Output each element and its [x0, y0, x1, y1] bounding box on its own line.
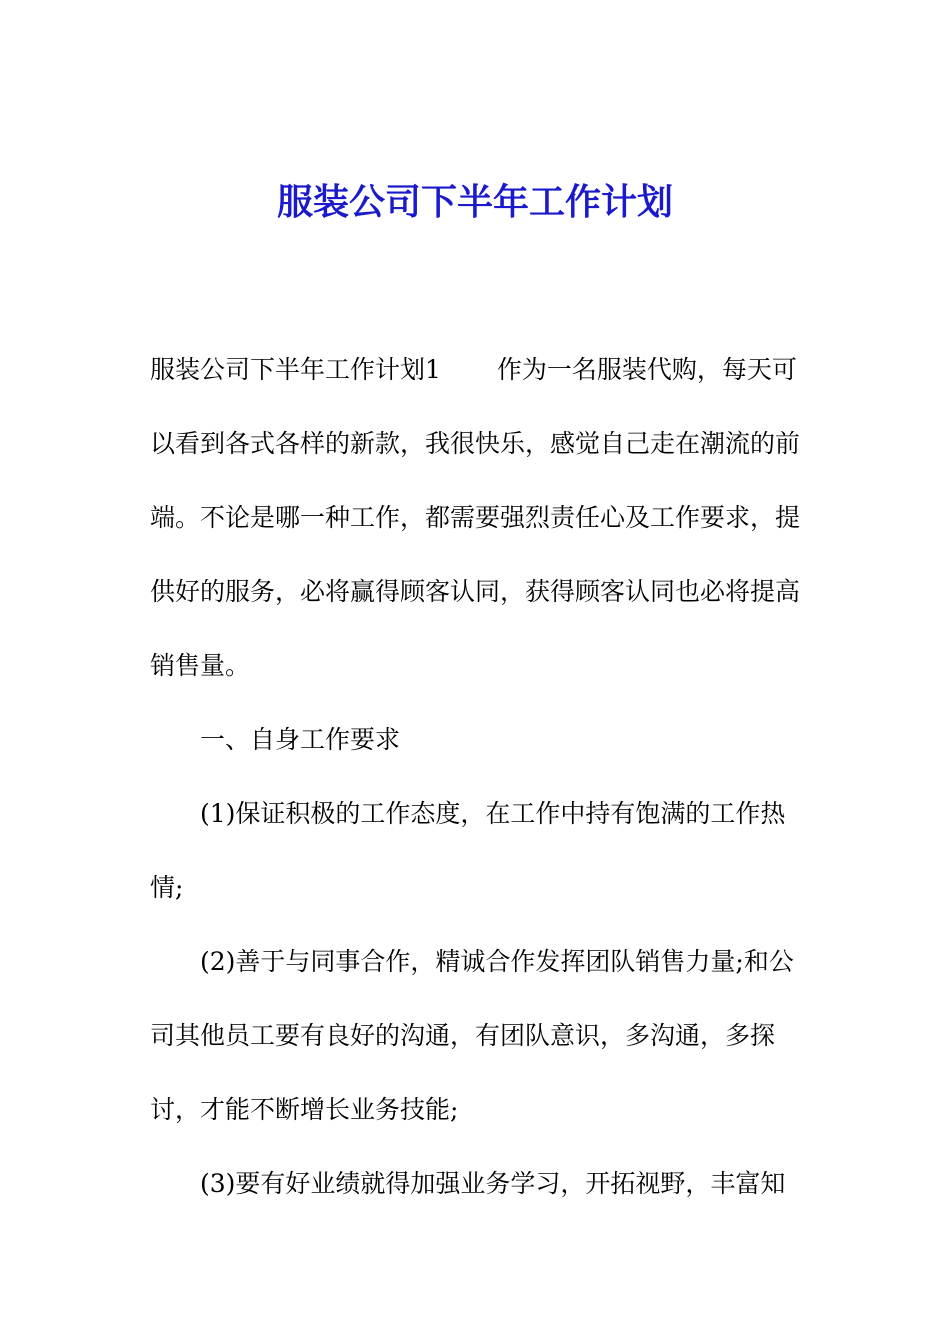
paragraph-item-3: (3)要有好业绩就得加强业务学习，开拓视野，丰富知 — [200, 1169, 786, 1198]
section-heading: 一、自身工作要求 — [200, 725, 401, 754]
document-title: 服装公司下半年工作计划 — [276, 182, 673, 223]
paragraph-intro — [150, 333, 805, 703]
paragraph-text: 作为一名服装代购，每天可以看到各式各样的新款，我很快乐，感觉自己走在潮流的前端。不论是哪一种工作，都需要强烈责任心及工作要求，提供好的服务，必将赢得顾客认同，获得顾客认同也必将提高销售量。 — [150, 355, 801, 680]
paragraph-item-2: (2)善于与同事合作，精诚合作发挥团队销售力量;和公司其他员工要有良好的沟通，有团队意识，多沟通，多探讨，才能不断增长业务技能; — [150, 947, 794, 1124]
paragraph-lead: 服装公司下半年工作计划1 — [150, 355, 441, 384]
document-body — [150, 333, 805, 1221]
paragraph-item-1: (1)保证积极的工作态度，在工作中持有饱满的工作热情; — [150, 799, 786, 902]
